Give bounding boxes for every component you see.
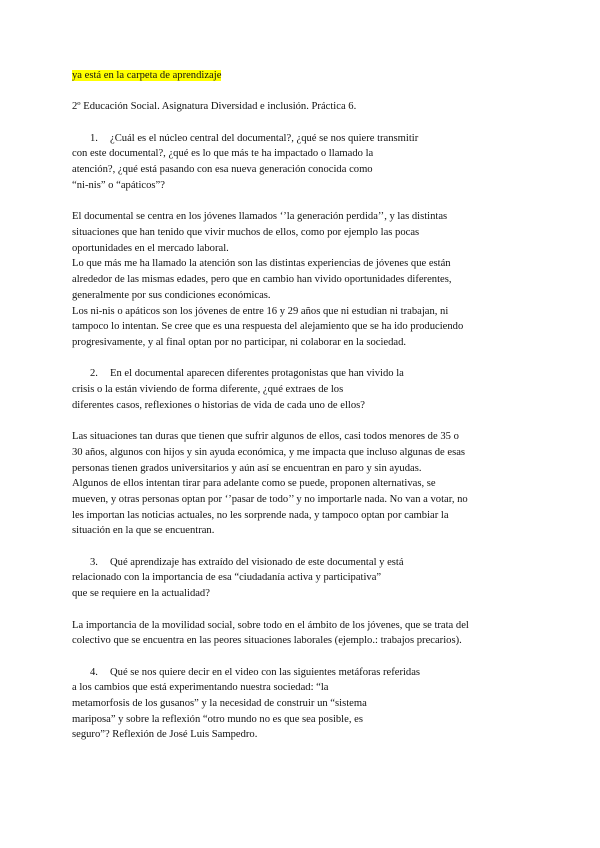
question-text: Qué aprendizaje has extraído del visionado de este documental y está bbox=[110, 556, 404, 568]
answer-line: progresivamente, y al final optan por no participar, ni colaborar en la sociedad. bbox=[72, 336, 407, 348]
answer-line: mueven, y otras personas optan por ‘’pasar de todo’’ y no importarle nada. No van a votar, no bbox=[72, 493, 468, 505]
answer-line: generalmente por sus condiciones económicas. bbox=[72, 289, 271, 301]
question-line: mariposa” y sobre la reflexión “otro mundo no es que sea posible, es bbox=[72, 713, 363, 725]
question-line bbox=[72, 555, 542, 571]
question-line: crisis o la están viviendo de forma diferente, ¿qué extraes de los bbox=[72, 384, 344, 395]
question-number: 3. bbox=[90, 556, 98, 568]
answer-line: Algunos de ellos intentan tirar para adelante como se puede, proponen alternativas, se bbox=[72, 478, 436, 490]
document-body bbox=[72, 68, 542, 743]
question-line: atención?, ¿qué está pasando con esa nueva generación conocida como bbox=[72, 164, 373, 176]
question-line: que se requiere en la actualidad? bbox=[72, 588, 210, 600]
question-line: metamorfosis de los gusanos” y la necesidad de construir un “sistema bbox=[72, 698, 367, 709]
question-block bbox=[72, 665, 542, 744]
answer-line: La importancia de la movilidad social, sobre todo en el ámbito de los jóvenes, que se trata del bbox=[72, 619, 469, 631]
question-line: con este documental?, ¿qué es lo que más te ha impactado o llamado la bbox=[72, 148, 374, 160]
question-line: a los cambios que está experimentando nuestra sociedad: “la bbox=[72, 682, 329, 694]
question-line: seguro”? Reflexión de José Luis Sampedro. bbox=[72, 729, 258, 741]
answer-line: Los ni-nis o apáticos son los jóvenes de entre 16 y 29 años que ni estudian ni trabajan, ni bbox=[72, 305, 449, 317]
answer-line: tampoco lo intentan. Se cree que es una respuesta del alejamiento que se ha ido produciendo bbox=[72, 321, 464, 333]
answer-line: alrededor de las mismas edades, pero que en cambio han vivido oportunidades diferentes, bbox=[72, 274, 452, 286]
questions-container bbox=[72, 131, 542, 743]
answer-line: les importan las noticias actuales, no les sorprende nada, y tampoco optan por cambiar la bbox=[72, 509, 449, 521]
subtitle: 2º Educación Social. Asignatura Diversidad e inclusión. Práctica 6. bbox=[72, 101, 357, 113]
question-number: 1. bbox=[90, 132, 98, 144]
question-block bbox=[72, 366, 542, 554]
question-text: ¿Cuál es el núcleo central del documental?, ¿qué se nos quiere transmitir bbox=[110, 132, 419, 144]
answer-line: Las situaciones tan duras que tienen que sufrir algunos de ellos, casi todos menores de 35 o bbox=[72, 431, 459, 443]
question-line: relacionado con la importancia de esa “ciudadanía activa y participativa” bbox=[72, 572, 382, 584]
answer-line: 30 años, algunos con hijos y sin ayuda económica, y me impacta que incluso algunas de esas bbox=[72, 446, 466, 458]
question-line bbox=[72, 665, 542, 681]
question-line: “ni-nis” o “apáticos”? bbox=[72, 179, 165, 191]
answer-line: oportunidades en el mercado laboral. bbox=[72, 242, 229, 254]
answer-line: colectivo que se encuentra en las peores situaciones laborales (ejemplo.: trabajos precarios). bbox=[72, 635, 462, 647]
answer-line: El documental se centra en los jóvenes llamados ‘’la generación perdida’’, y las distintas bbox=[72, 211, 448, 223]
question-text: En el documental aparecen diferentes protagonistas que han vivido la bbox=[110, 368, 404, 380]
question-number: 4. bbox=[90, 666, 98, 678]
highlighted-note: ya está en la carpeta de aprendizaje bbox=[72, 70, 222, 81]
question-line bbox=[72, 131, 542, 147]
header-highlight-line bbox=[72, 68, 542, 84]
question-line: diferentes casos, reflexiones o historias de vida de cada uno de ellos? bbox=[72, 399, 365, 411]
question-line bbox=[72, 366, 542, 382]
question-text: Qué se nos quiere decir en el video con las siguientes metáforas referidas bbox=[110, 666, 421, 678]
question-block bbox=[72, 555, 542, 665]
answer-line: situación en la que se encuentran. bbox=[72, 525, 215, 537]
answer-line: Lo que más me ha llamado la atención son las distintas experiencias de jóvenes que están bbox=[72, 258, 451, 270]
question-block bbox=[72, 131, 542, 367]
answer-line: situaciones que han tenido que vivir muchos de ellos, como por ejemplo las pocas bbox=[72, 226, 420, 238]
question-number: 2. bbox=[90, 368, 98, 380]
answer-line: personas tienen grados universitarios y aún así se encuentran en paro y sin ayudas. bbox=[72, 462, 422, 474]
